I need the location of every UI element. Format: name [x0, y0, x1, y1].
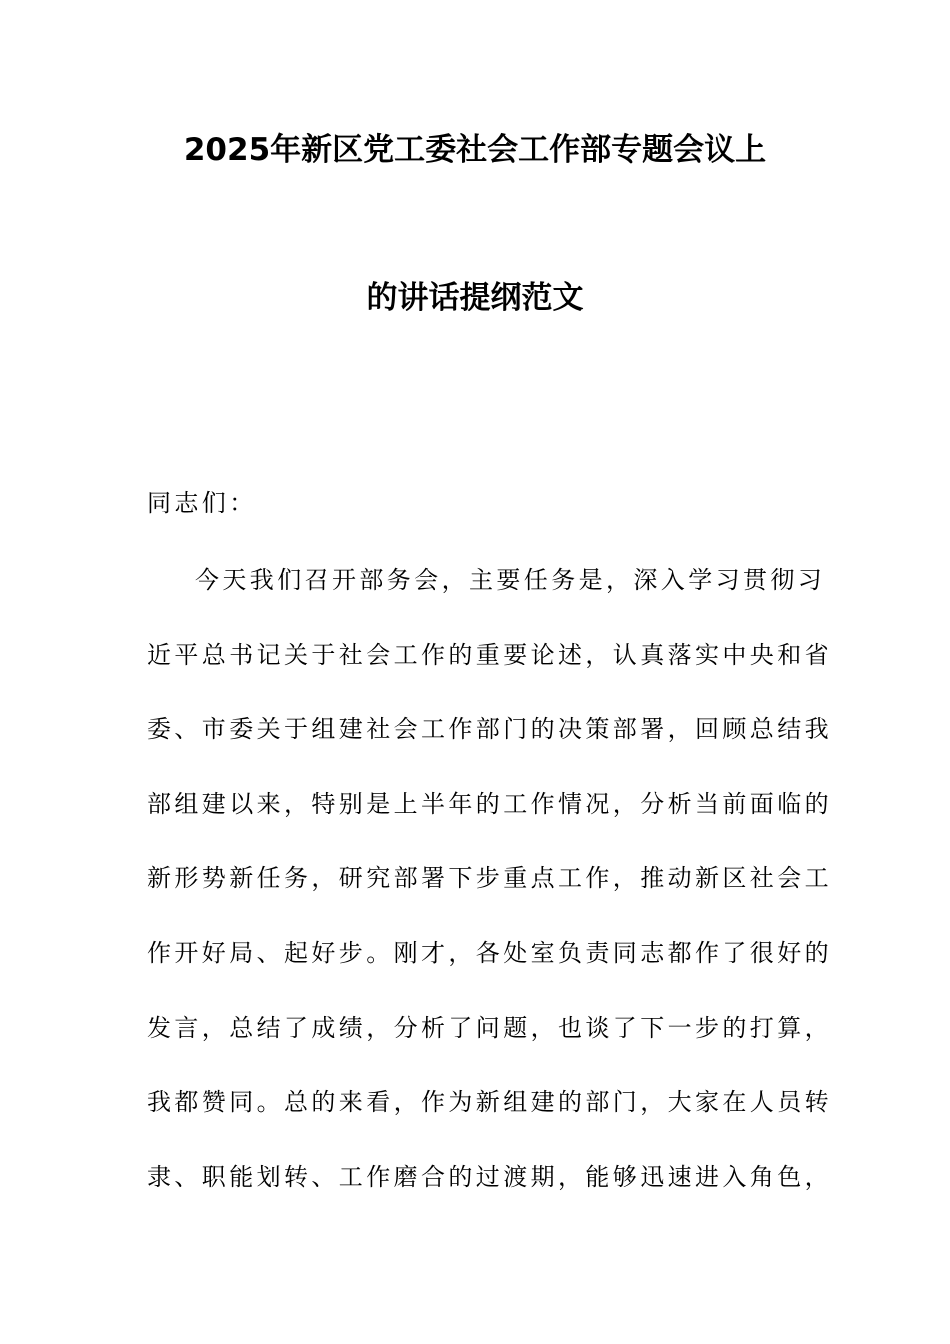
paragraph-line: 作开好局、起好步。刚才，各处室负责同志都作了很好的 [147, 939, 832, 967]
paragraph-line: 隶、职能划转、工作磨合的过渡期，能够迅速进入角色， [147, 1163, 832, 1191]
paragraph-line: 近平总书记关于社会工作的重要论述，认真落实中央和省 [147, 641, 832, 669]
paragraph-line: 新形势新任务，研究部署下步重点工作，推动新区社会工 [147, 864, 832, 892]
paragraph-line: 委、市委关于组建社会工作部门的决策部署，回顾总结我 [147, 715, 832, 743]
salutation: 同志们： [147, 489, 257, 517]
paragraph-line: 我都赞同。总的来看，作为新组建的部门，大家在人员转 [147, 1088, 832, 1116]
document-title-line-1: 2025年新区党工委社会工作部专题会议上 [183, 132, 767, 168]
paragraph-line: 今天我们召开部务会，主要任务是，深入学习贯彻习 [195, 566, 826, 594]
paragraph-line: 发言，总结了成绩，分析了问题，也谈了下一步的打算， [147, 1014, 832, 1042]
paragraph-line: 部组建以来，特别是上半年的工作情况，分析当前面临的 [147, 790, 832, 818]
document-title-line-2: 的讲话提纲范文 [366, 280, 584, 316]
